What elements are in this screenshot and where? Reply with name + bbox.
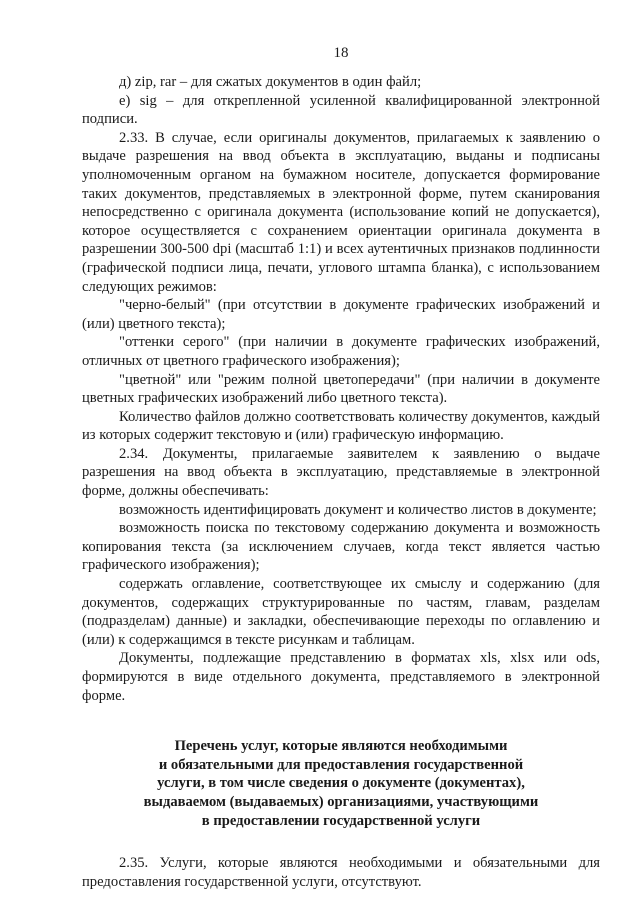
heading-line: и обязательными для предоставления государственной [158, 756, 524, 773]
section-heading [82, 737, 600, 830]
paragraph-2-34: 2.34. Документы, прилагаемые заявителем к заявлению о выдаче разрешения на ввод объекта в эксплуатацию, представляемые в электронной форме, должны обеспечивать: [82, 445, 600, 500]
paragraph-identify-document: возможность идентифицировать документ и количество листов в документе; [119, 501, 597, 518]
document-page [82, 0, 600, 905]
paragraph-table-of-contents: содержать оглавление, соответствующее их смыслу и содержанию (для документов, содержащих структурированные по частям, главам, разделам (подразделам) данные) и закладки, обеспечивающие переходы по оглавлению и (или) к содержащимся в тексте рисункам и таблицам. [82, 576, 600, 648]
paragraph-spreadsheet-formats: Документы, подлежащие представлению в форматах xls, xlsx или ods, формируются в виде отдельного документа, представляемого в электронной форме. [82, 650, 600, 704]
paragraph-2-33: 2.33. В случае, если оригиналы документов, прилагаемых к заявлению о выдаче разрешения на ввод объекта в эксплуатацию, выданы и подписаны уполномоченным органом на бумажном носителе, допускается формирование таких документов, представляемых в электронной форме, путем сканирования непосредственно с оригинала документа (использование копий не допускается), которое осуществляется с сохранением ориентации оригинала документа в разрешении 300-500 dpi (масштаб 1:1) и всех аутентичных признаков подлинности (графической подписи лица, печати, углового штампа бланка), с использованием следующих режимов: [82, 129, 600, 295]
document-body [82, 73, 600, 891]
heading-line: выдаваемом (выдаваемых) организациями, участвующими [143, 793, 539, 810]
paragraph-sig: е) sig – для открепленной усиленной квалифицированной электронной подписи. [82, 92, 600, 128]
paragraph-color-mode: "цветной" или "режим полной цветопередачи" (при наличии в документе цветных графических изображений либо цветного текста). [82, 371, 600, 407]
paragraph-file-count: Количество файлов должно соответствовать количеству документов, каждый из которых содержит текстовую и (или) графическую информацию. [82, 408, 600, 444]
heading-line: в предоставлении государственной услуги [201, 812, 481, 829]
page-number: 18 [333, 45, 349, 61]
paragraph-grayscale-mode: "оттенки серого" (при наличии в документе графических изображений, отличных от цветного графического изображения); [82, 334, 600, 369]
heading-line: услуги, в том числе сведения о документе (документах), [157, 775, 525, 792]
heading-line: Перечень услуг, которые являются необходимыми [174, 738, 508, 755]
paragraph-2-35: 2.35. Услуги, которые являются необходимыми и обязательными для предоставления государственной услуги, отсутствуют. [82, 855, 600, 890]
paragraph-text-search: возможность поиска по текстовому содержанию документа и возможность копирования текста (за исключением случаев, когда текст является частью графического изображения); [82, 520, 600, 574]
paragraph-zip-rar: д) zip, rar – для сжатых документов в один файл; [119, 74, 422, 90]
paragraph-black-white-mode: "черно-белый" (при отсутствии в документе графических изображений и (или) цветного текста); [82, 297, 600, 332]
